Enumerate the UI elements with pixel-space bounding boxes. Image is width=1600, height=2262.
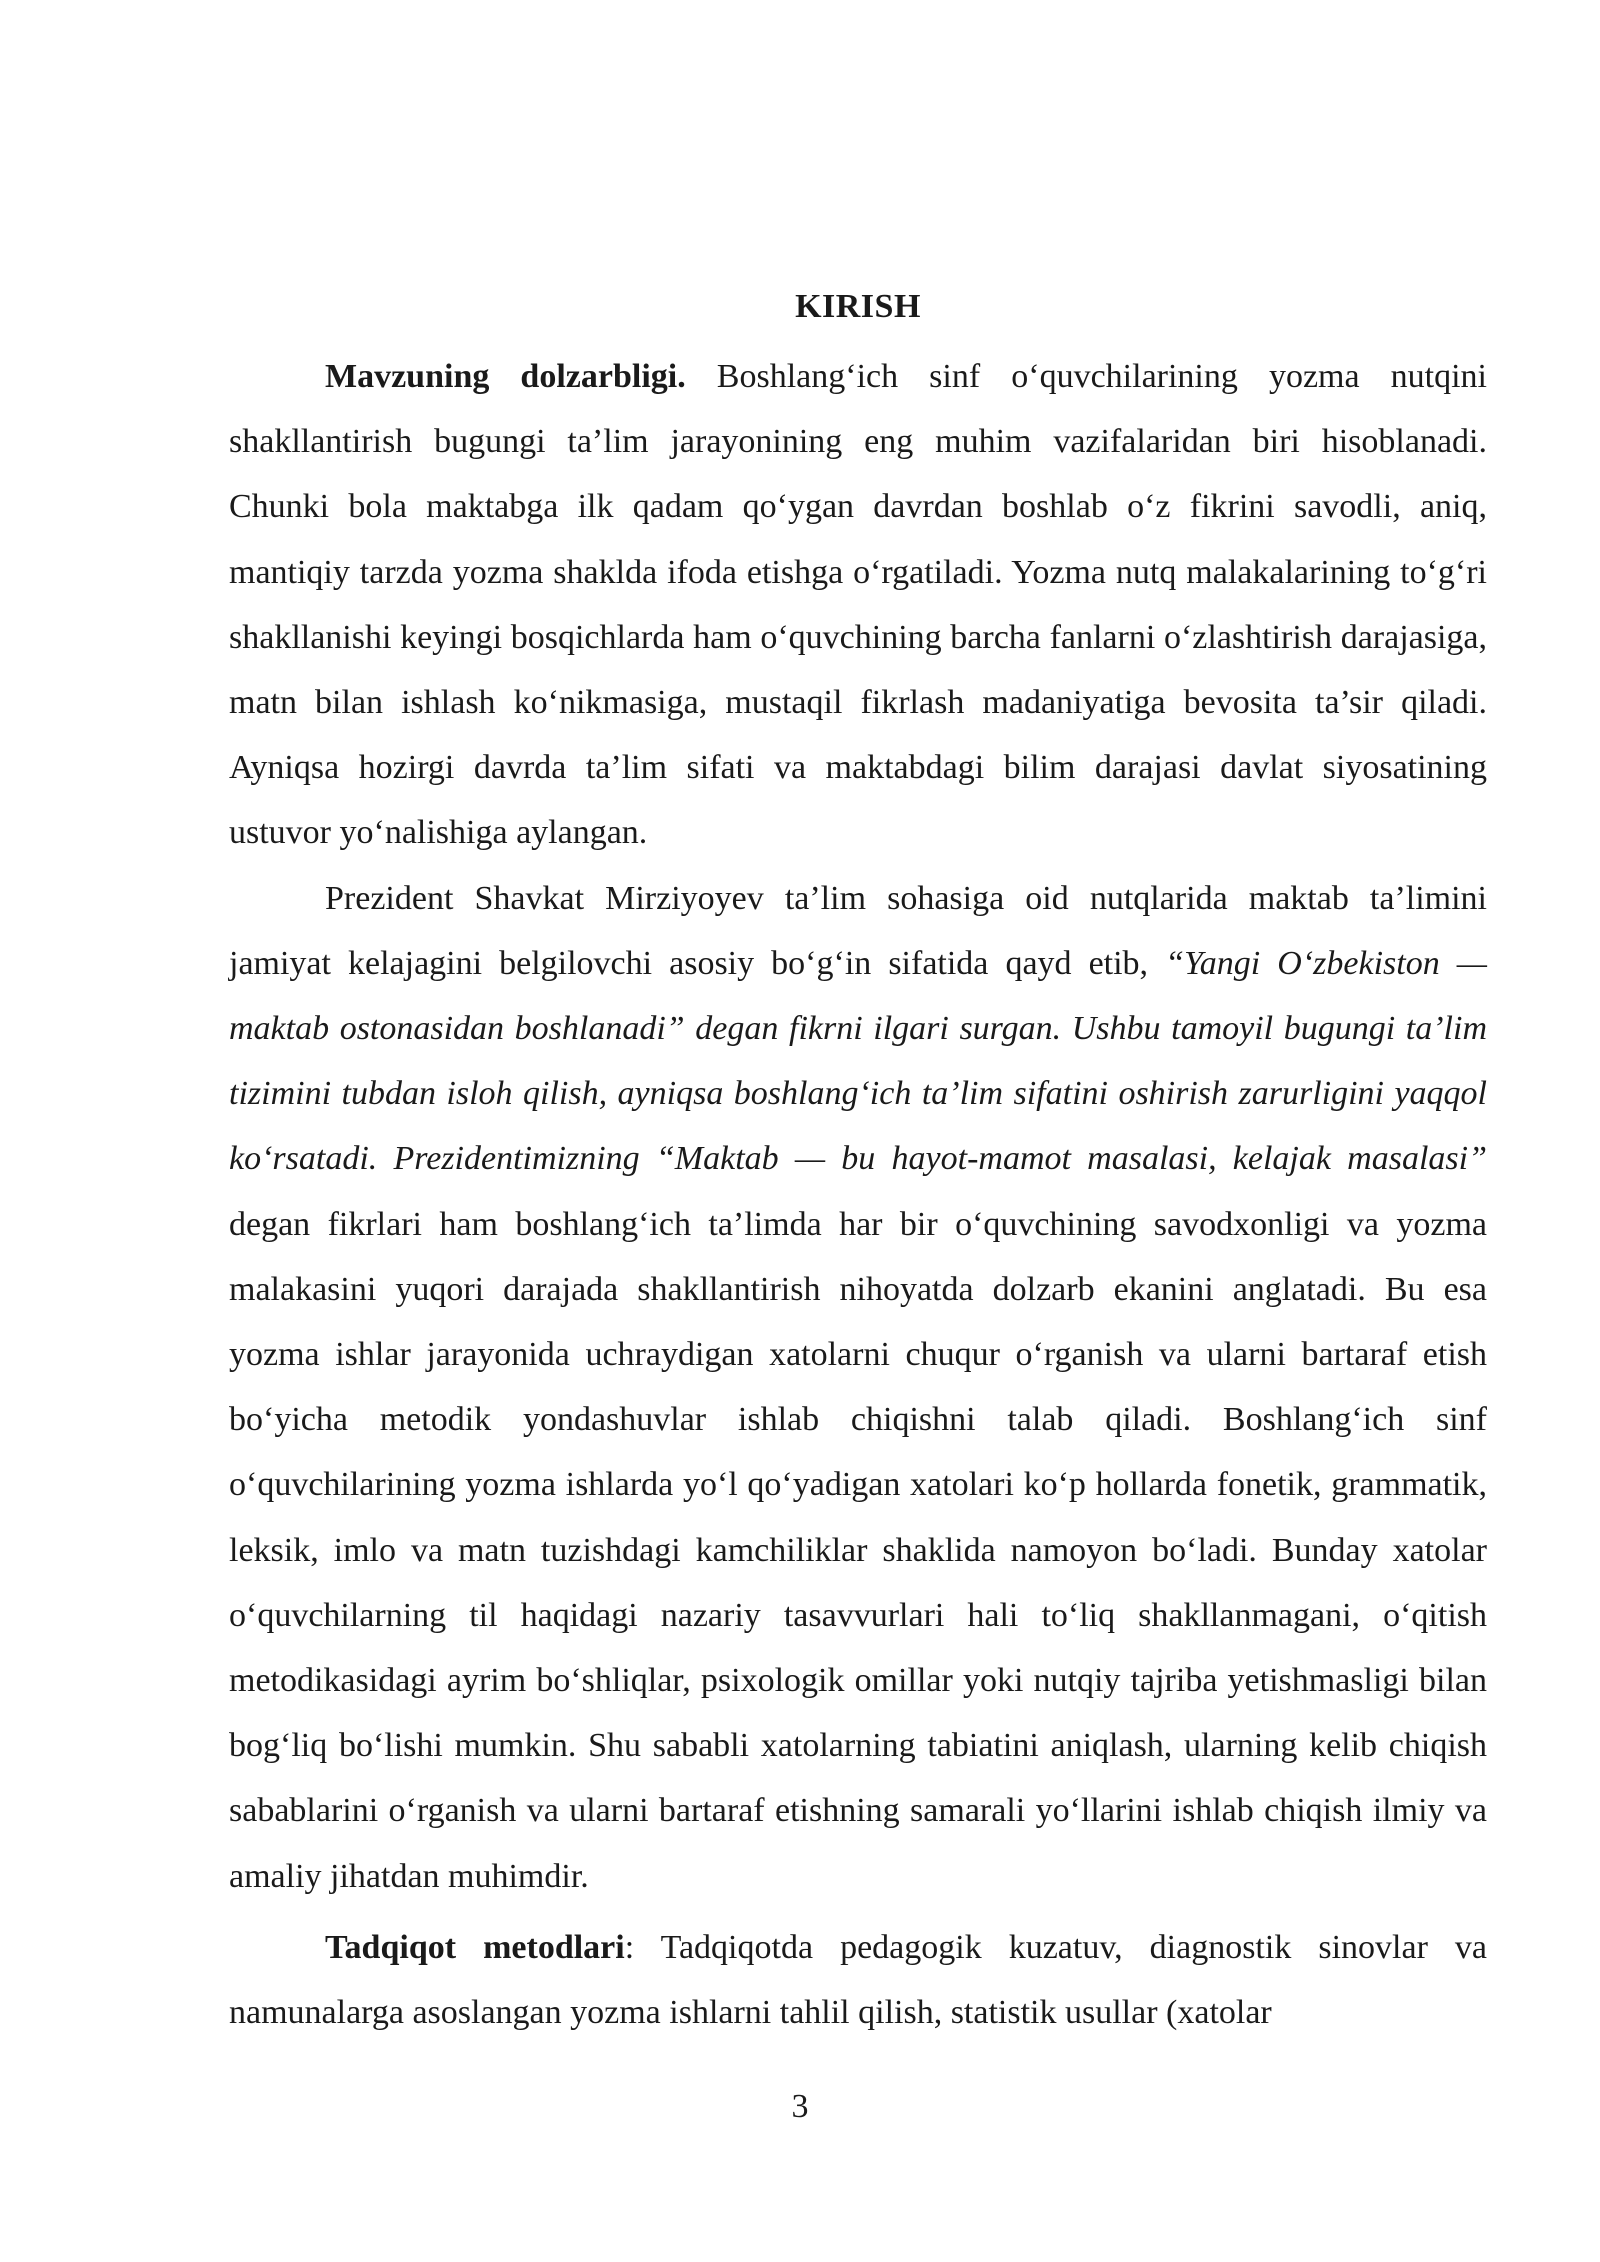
- relevance-lead: Mavzuning dolzarbligi.: [325, 358, 686, 395]
- methods-text: : Tadqiqotda pedagogik kuzatuv, diagnostik sinovlar va namunalarga asoslangan yozma ishlarni tahlil qilish, statistik usullar (xatolar: [229, 1928, 1488, 2032]
- document-page: [229, 280, 1487, 2045]
- relevance-text: Boshlang‘ich sinf o‘quvchilarining yozma nutqini shakllantirish bugungi ta’lim jarayonining eng muhim vazifalaridan biri hisoblanadi. Chunki bola maktabga ilk qadam qo‘ygan davrdan boshlab o‘z fikrini savodli, aniq, mantiqiy tarzda yozma shaklda ifoda etishga o‘rgatiladi. Yozma nutq malakalarining to‘g‘ri shakllanishi keyingi bosqichlarda ham o‘quvchining barcha fanlarni o‘zlashtirish darajasiga, matn bilan ishlash ko‘nikmasiga, mustaqil fikrlash madaniyatiga bevosita ta’sir qiladi. Ayniqsa hozirgi davrda ta’lim sifati va maktabdagi bilim darajasi davlat siyosatining ustuvor yo‘nalishiga aylangan.: [229, 358, 1487, 852]
- president-text-body: degan fikrlari ham boshlang‘ich ta’limda har bir o‘quvchining savodxonligi va yozma malakasini yuqori darajada shakllantirish nihoyatda dolzarb ekanini anglatadi. Bu esa yozma ishlar jarayonida uchraydigan xatolarni chuqur o‘rganish va ularni bartaraf etish bo‘yicha metodik yondashuvlar ishlab chiqishni talab qiladi. Boshlang‘ich sinf o‘quvchilarining yozma ishlarda yo‘l qo‘yadigan xatolari ko‘p hollarda fonetik, grammatik, leksik, imlo va matn tuzishdagi kamchiliklar shaklida namoyon bo‘ladi. Bunday xatolar o‘quvchilarning til haqidagi nazariy tasavvurlari hali to‘liq shakllanmagani, o‘qitish metodikasidagi ayrim bo‘shliqlar, psixologik omillar yoki nutqiy tajriba yetishmasligi bilan bog‘liq bo‘lishi mumkin. Shu sababli xatolarning tabiatini aniqlash, ularning kelib chiqish sabablarini o‘rganish va ularni bartaraf etishning samarali yo‘llarini ishlab chiqish ilmiy va amaliy jihatdan muhimdir.: [229, 1205, 1487, 1895]
- paragraph-relevance: [229, 344, 1487, 866]
- paragraph-methods: [229, 1915, 1487, 2045]
- paragraph-president: [229, 866, 1487, 1909]
- president-quote-italic: “Yangi O‘zbekiston — maktab ostonasidan boshlanadi” degan fikrni ilgari surgan. Ushbu tamoyil bugungi ta’lim tizimini tubdan isloh qilish, ayniqsa boshlang‘ich ta’lim sifatini oshirish zarurligini yaqqol ko‘rsatadi. Prezidentimizning “Maktab — bu hayot-mamot masalasi, kelajak masalasi”: [229, 944, 1487, 1178]
- page-number: 3: [791, 2088, 809, 2125]
- section-heading: KIRISH: [795, 288, 921, 325]
- president-text-intro: Prezident Shavkat Mirziyoyev ta’lim sohasiga oid nutqlarida maktab ta’limini jamiyat kelajagini belgilovchi asosiy bo‘g‘in sifatida qayd etib,: [229, 879, 1487, 982]
- methods-lead: Tadqiqot metodlari: [325, 1928, 625, 1966]
